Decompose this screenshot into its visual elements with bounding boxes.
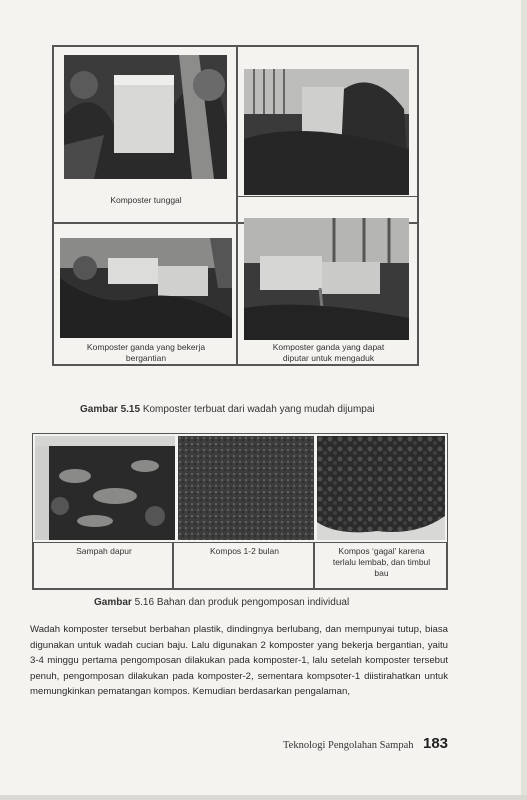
figure-5-16-title: 5.16 Bahan dan produk pengomposan individual xyxy=(131,597,350,608)
cell-double-rotating xyxy=(237,223,418,365)
photo-failed-compost xyxy=(317,436,445,540)
page-bottom-edge xyxy=(0,795,527,800)
photo-kitchen-waste xyxy=(35,436,175,540)
caption-compost-1-2-months: Kompos 1-2 bulan xyxy=(210,546,279,556)
photo-double-composter-alternating xyxy=(60,238,232,338)
cell-photo-top-right xyxy=(237,46,418,196)
body-paragraph: Wadah komposter tersebut berbahan plastik, dindingnya berlubang, dan mempunyai tutup, biasa digunakan untuk wadah cucian baju. Lalu digunakan 2 komposter yang bekerja bergantian, yaitu 3-4 minggu pertama pengomposan dilakukan pada komposter-1, lalu setelah komposter tersebut penuh, pengomposan dilakukan pada komposter-2, sementara kompsoter-1 diistirahatkan untuk memungkinkan pematangan kompos. Kemudian berdasarkan pengalaman, xyxy=(30,624,448,697)
cell-double-alternating xyxy=(53,223,237,365)
figure-5-15-label: Gambar 5.15 xyxy=(80,404,141,415)
caption-failed-compost: Kompos ‘gagal’ karena terlalu lembab, dan timbul bau xyxy=(332,546,431,578)
page-number: 183 xyxy=(423,735,449,752)
figure-5-16-grid xyxy=(32,433,448,590)
cell-kitchen-waste xyxy=(33,542,173,589)
footer-book-title: Teknologi Pengolahan Sampah xyxy=(283,740,414,751)
caption-kitchen-waste: Sampah dapur xyxy=(76,546,132,556)
cell-single-composter xyxy=(53,46,237,223)
cell-failed-compost xyxy=(314,542,447,589)
photo-compost-1-2-months xyxy=(178,436,314,540)
figure-5-16-label: Gambar xyxy=(94,597,132,608)
photo-single-composter xyxy=(64,55,227,179)
photo-composter-garden xyxy=(244,69,409,195)
figure-5-15-caption xyxy=(80,404,375,415)
page-edge xyxy=(521,0,527,800)
caption-single-composter: Komposter tunggal xyxy=(110,195,182,205)
cell-compost-1-2-months xyxy=(173,542,314,589)
figure-5-16-caption xyxy=(94,597,349,608)
figure-5-15-grid xyxy=(52,45,419,366)
figure-5-15-title: Komposter terbuat dari wadah yang mudah dijumpai xyxy=(140,404,375,415)
caption-double-rotating: Komposter ganda yang dapat diputar untuk mengaduk xyxy=(272,342,385,363)
caption-double-alternating: Komposter ganda yang bekerja bergantian xyxy=(86,342,206,363)
photo-double-composter-rotating xyxy=(244,218,409,340)
